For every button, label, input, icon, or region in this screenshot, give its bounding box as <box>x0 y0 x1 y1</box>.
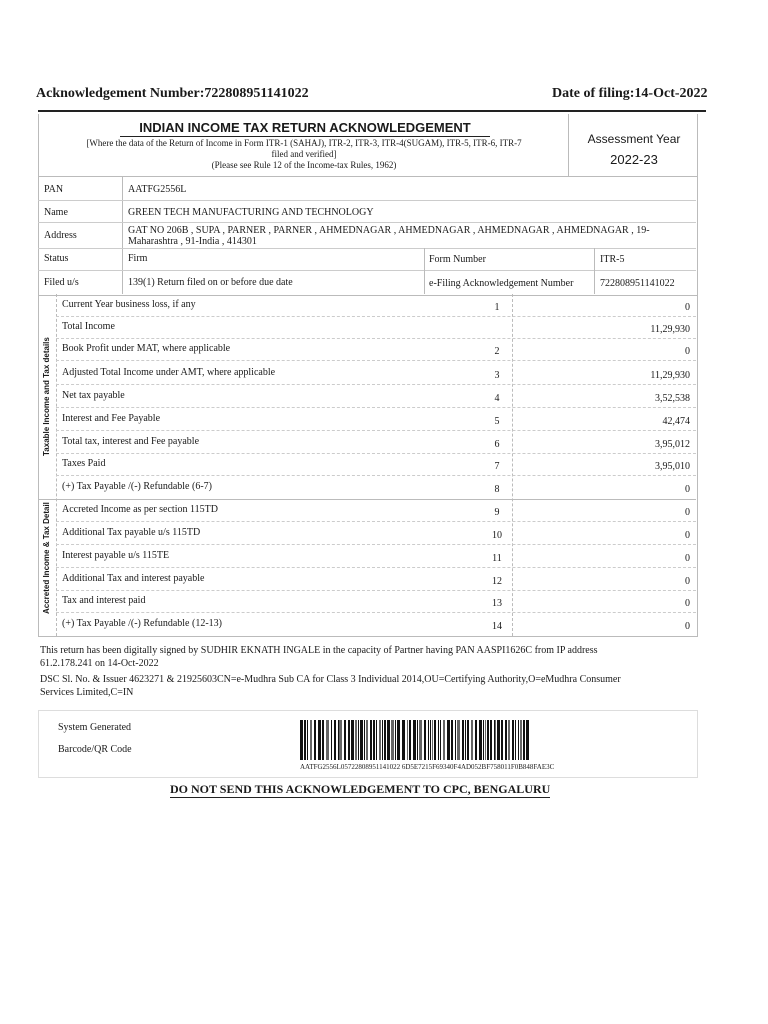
row-divider <box>56 475 696 476</box>
row-number: 9 <box>494 507 500 518</box>
barcode-bar <box>364 720 365 760</box>
barcode-bar <box>355 720 358 760</box>
filed-value: 139(1) Return filed on or before due date <box>128 277 293 288</box>
assessment-year-label: Assessment Year <box>587 132 681 146</box>
status-label: Status <box>44 253 69 264</box>
barcode-text: AATFG2556L05722808951141022 6D5E7215F69340F4AD052BF758011F0B848FAE3C <box>300 763 555 771</box>
barcode-bar <box>447 720 450 760</box>
header-divider <box>38 110 706 112</box>
cpc-note: DO NOT SEND THIS ACKNOWLEDGEMENT TO CPC, BENGALURU <box>170 782 551 796</box>
barcode-bar <box>501 720 503 760</box>
address-line-2: Maharashtra , 91-India , 414301 <box>128 236 257 247</box>
barcode-bar <box>490 720 492 760</box>
barcode-bar <box>487 720 489 760</box>
row-label: Additional Tax payable u/s 115TD <box>62 527 201 538</box>
dsc-text <box>40 673 700 699</box>
barcode-bar <box>432 720 433 760</box>
barcode-bar <box>382 720 383 760</box>
barcode-bar <box>479 720 482 760</box>
row-divider <box>56 316 696 317</box>
name-value: GREEN TECH MANUFACTURING AND TECHNOLOGY <box>128 207 374 218</box>
barcode-bar <box>397 720 400 760</box>
barcode-bar <box>339 720 342 760</box>
row-amount: 42,474 <box>662 416 690 427</box>
address-value <box>128 225 692 247</box>
row-number: 4 <box>494 393 500 404</box>
row-divider <box>56 453 696 454</box>
barcode-bar <box>495 720 496 760</box>
form-number-value: ITR-5 <box>600 254 625 265</box>
barcode-bar <box>318 720 321 760</box>
digital-signature-text <box>40 644 700 670</box>
row-label: Taxes Paid <box>62 458 106 469</box>
row-amount: 0 <box>685 507 690 518</box>
barcode-bar <box>455 720 456 760</box>
accreted-section-label: Accreted Income & Tax Detail <box>42 502 51 614</box>
signature-line-1: This return has been digitally signed by SUDHIR EKNATH INGALE in the capacity of Partner having PAN AASPI1626C from IP address <box>40 645 598 656</box>
subtitle-line-1: [Where the data of the Return of Income in Form ITR-1 (SAHAJ), ITR-2, ITR-3, ITR-4(SUGAM), ITR-5, ITR-6, ITR-7 <box>86 138 522 148</box>
barcode-bar <box>419 720 422 760</box>
row-label: Net tax payable <box>62 390 125 401</box>
row-divider <box>56 590 696 591</box>
row-amount: 3,95,010 <box>655 461 690 472</box>
barcode-bar <box>395 720 396 760</box>
barcode-bar <box>428 720 429 760</box>
row-amount: 3,95,012 <box>655 439 690 450</box>
barcode-bar <box>443 720 445 760</box>
details-row-line <box>38 248 696 249</box>
status-value: Firm <box>128 253 148 264</box>
barcode-bar <box>307 720 308 760</box>
taxable-section-label: Taxable Income and Tax details <box>42 337 51 456</box>
barcode-bar <box>505 720 508 760</box>
barcode-bar <box>338 720 339 760</box>
row-label: Book Profit under MAT, where applicable <box>62 343 231 354</box>
form-number-label: Form Number <box>429 254 486 265</box>
barcode-bar <box>409 720 411 760</box>
row-number: 11 <box>492 553 502 564</box>
subtitle-line-3: (Please see Rule 12 of the Income-tax Rules, 1962) <box>211 160 397 170</box>
barcode-bar <box>526 720 529 760</box>
barcode-bar <box>373 720 375 760</box>
barcode-bar <box>331 720 332 760</box>
row-number: 5 <box>494 416 500 427</box>
row-divider <box>56 407 696 408</box>
page-title: INDIAN INCOME TAX RETURN ACKNOWLEDGEMENT <box>120 120 490 137</box>
barcode-bar <box>424 720 426 760</box>
barcode-bar <box>465 720 466 760</box>
barcode-bar <box>494 720 495 760</box>
barcode-bar <box>512 720 515 760</box>
row-number: 2 <box>494 346 500 357</box>
row-amount: 0 <box>685 576 690 587</box>
barcode-bar <box>508 720 510 760</box>
dsc-line-2: Services Limited,C=IN <box>40 687 134 698</box>
efiling-ack-label: e-Filing Acknowledgement Number <box>429 278 574 289</box>
dsc-line-1: DSC Sl. No. & Issuer 4623271 & 21925603CN=e-Mudhra Sub CA for Class 3 Individual 2014,OU=Certifying Authority,O=eMudhra Consumer <box>40 674 621 685</box>
barcode-image <box>300 720 530 760</box>
row-amount: 0 <box>685 302 690 313</box>
subtitle-line-2: filed and verified] <box>271 149 337 159</box>
signature-line-2: 61.2.178.241 on 14-Oct-2022 <box>40 658 159 669</box>
row-amount: 0 <box>685 553 690 564</box>
income-col-divider <box>512 294 513 636</box>
barcode-bar <box>314 720 317 760</box>
row-number: 10 <box>492 530 502 541</box>
barcode-bar <box>417 720 419 760</box>
row-divider <box>56 612 696 613</box>
row-number: 12 <box>492 576 502 587</box>
barcode-bar <box>310 720 312 760</box>
row-label: Adjusted Total Income under AMT, where applicable <box>62 367 276 378</box>
row-divider <box>56 567 696 568</box>
row-label: Total tax, interest and Fee payable <box>62 436 200 447</box>
barcode-bar <box>402 720 405 760</box>
barcode-bar <box>451 720 454 760</box>
barcode-bar <box>376 720 378 760</box>
page-subtitle <box>50 138 558 171</box>
barcode-bar <box>462 720 465 760</box>
barcode-bar <box>387 720 390 760</box>
pan-value: AATFG2556L <box>128 184 187 195</box>
row-amount: 11,29,930 <box>650 370 690 381</box>
barcode-bar <box>300 720 303 760</box>
address-line-1: GAT NO 206B , SUPA , PARNER , PARNER , AHMEDNAGAR , AHMEDNAGAR , AHMEDNAGAR , AHMEDNAGAR , 19- <box>128 225 650 236</box>
row-amount: 0 <box>685 598 690 609</box>
details-row-line <box>38 200 696 201</box>
barcode-bar <box>438 720 439 760</box>
row-label: Additional Tax and interest payable <box>62 573 205 584</box>
filed-label: Filed u/s <box>44 277 79 288</box>
assessment-year-value: 2022-23 <box>610 152 658 167</box>
section-divider <box>38 499 696 500</box>
barcode-bar <box>471 720 473 760</box>
barcode-bar <box>485 720 487 760</box>
barcode-bar <box>475 720 478 760</box>
row-number: 14 <box>492 621 502 632</box>
barcode-bar <box>351 720 354 760</box>
acknowledgement-number: Acknowledgement Number:722808951141022 <box>36 86 309 101</box>
system-generated-label: System Generated <box>58 722 132 733</box>
barcode-bar <box>304 720 307 760</box>
income-side-divider <box>56 294 57 636</box>
row-number: 7 <box>494 461 500 472</box>
barcode-bar <box>384 720 387 760</box>
efiling-ack-value: 722808951141022 <box>600 278 675 289</box>
barcode-bar <box>334 720 336 760</box>
row-number: 13 <box>492 598 502 609</box>
barcode-bar <box>407 720 408 760</box>
row-number: 1 <box>494 302 500 313</box>
row-label: Interest payable u/s 115TE <box>62 550 170 561</box>
row-divider <box>56 338 696 339</box>
row-label: Tax and interest paid <box>62 595 146 606</box>
row-label: Interest and Fee Payable <box>62 413 161 424</box>
row-label: (+) Tax Payable /(-) Refundable (6-7) <box>62 481 212 492</box>
row-divider <box>56 360 696 361</box>
details-row-line <box>38 270 696 271</box>
title-divider <box>568 114 569 176</box>
barcode-bar <box>370 720 372 760</box>
barcode-bar <box>440 720 442 760</box>
row-amount: 0 <box>685 530 690 541</box>
row-label: (+) Tax Payable /(-) Refundable (12-13) <box>62 618 222 629</box>
barcode-bar <box>520 720 522 760</box>
barcode-bar <box>358 720 359 760</box>
row-amount: 0 <box>685 346 690 357</box>
name-label: Name <box>44 207 68 218</box>
barcode-bar <box>360 720 363 760</box>
barcode-bar <box>413 720 416 760</box>
row-divider <box>56 384 696 385</box>
barcode-bar <box>515 720 516 760</box>
barcode-bar <box>467 720 469 760</box>
row-divider <box>56 430 696 431</box>
barcode-bar <box>518 720 519 760</box>
barcode-bar <box>322 720 325 760</box>
barcode-bar <box>366 720 369 760</box>
barcode-bar <box>344 720 346 760</box>
row-label: Current Year business loss, if any <box>62 299 196 310</box>
details-label-divider <box>122 176 123 294</box>
details-col-divider <box>424 248 425 294</box>
barcode-bar <box>430 720 431 760</box>
row-amount: 0 <box>685 621 690 632</box>
details-row-line <box>38 222 696 223</box>
row-label: Total Income <box>62 321 115 332</box>
row-amount: 0 <box>685 484 690 495</box>
pan-label: PAN <box>44 184 64 195</box>
barcode-bar <box>326 720 329 760</box>
row-divider <box>56 544 696 545</box>
row-amount: 3,52,538 <box>655 393 690 404</box>
address-label: Address <box>44 230 77 241</box>
barcode-bar <box>348 720 351 760</box>
barcode-bar <box>457 720 460 760</box>
barcode-bar <box>434 720 436 760</box>
row-amount: 11,29,930 <box>650 324 690 335</box>
details-col-divider <box>594 248 595 294</box>
barcode-bar <box>523 720 526 760</box>
row-number: 3 <box>494 370 500 381</box>
row-divider <box>56 521 696 522</box>
barcode-bar <box>391 720 394 760</box>
row-number: 6 <box>494 439 500 450</box>
barcode-bar <box>497 720 500 760</box>
row-number: 8 <box>494 484 500 495</box>
barcode-bar <box>483 720 484 760</box>
barcode-bar <box>379 720 381 760</box>
row-label: Accreted Income as per section 115TD <box>62 504 218 515</box>
barcode-label: Barcode/QR Code <box>58 744 132 755</box>
date-of-filing: Date of filing:14-Oct-2022 <box>552 86 708 101</box>
